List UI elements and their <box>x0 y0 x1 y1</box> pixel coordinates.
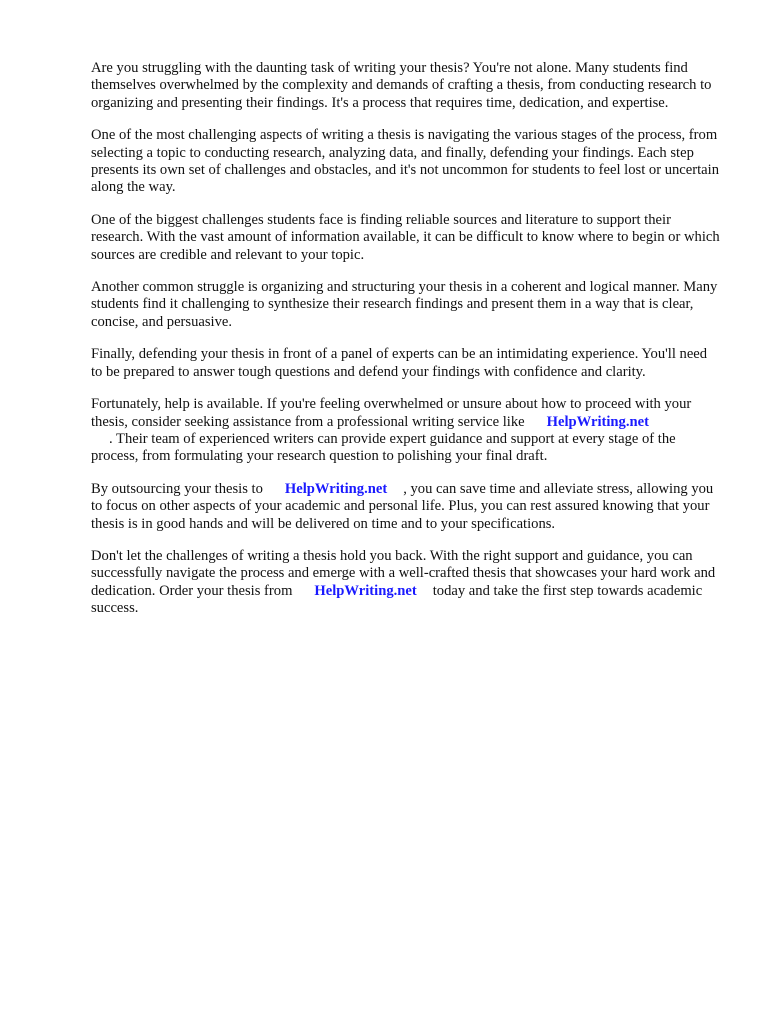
paragraph-closing-text-before: Don't let the challenges of writing a thesis hold you back. With the right support and guidance, you can successfully navigate the process and emerge with a well-crafted thesis that showcases your hard work and dedication. Order your thesis from <box>91 547 716 599</box>
helpwriting-link-2[interactable]: HelpWriting.net <box>284 480 388 497</box>
paragraph-outsourcing-text-after: , you can save time and alleviate stress, allowing you to focus on other aspects of your academic and personal life. Plus, you can rest assured knowing that your thesis is in good hands and will be delivered on time and to your specifications. <box>91 480 714 532</box>
helpwriting-link-3[interactable]: HelpWriting.net <box>314 582 417 599</box>
paragraph-closing <box>91 548 721 618</box>
paragraph-stages: One of the most challenging aspects of writing a thesis is navigating the various stages of the process, from selecting a topic to conducting research, analyzing data, and finally, defending your findings. Each step presents its own set of challenges and obstacles, and it's not uncommon for students to feel lost or uncertain along the way. <box>91 127 719 196</box>
paragraph-help-text-before: Fortunately, help is available. If you're feeling overwhelmed or unsure about how to proceed with your thesis, consider seeking assistance from a professional writing service like <box>91 396 692 430</box>
paragraph-sources: One of the biggest challenges students face is finding reliable sources and literature to support their research. With the vast amount of information available, it can be difficult to know where to begin or which sources are credible and relevant to your topic. <box>91 211 720 263</box>
document-body <box>91 60 721 633</box>
paragraph-outsourcing <box>91 481 721 533</box>
paragraph-intro: Are you struggling with the daunting task of writing your thesis? You're not alone. Many students find themselves overwhelmed by the complexity and demands of crafting a thesis, from conducting research to organizing and presenting their findings. It's a process that requires time, dedication, and expertise. <box>91 60 712 111</box>
paragraph-help-text-after: . Their team of experienced writers can provide expert guidance and support at every stage of the process, from formulating your research question to polishing your final draft. <box>91 430 676 465</box>
paragraph-outsourcing-text-before: By outsourcing your thesis to <box>91 480 263 497</box>
paragraph-organizing: Another common struggle is organizing and structuring your thesis in a coherent and logical manner. Many students find it challenging to synthesize their research findings and present them in a way that is clear, concise, and persuasive. <box>91 279 718 330</box>
paragraph-defending: Finally, defending your thesis in front of a panel of experts can be an intimidating experience. You'll need to be prepared to answer tough questions and defend your findings with confidence and clarity. <box>91 346 708 380</box>
paragraph-help <box>91 396 721 466</box>
helpwriting-link-1[interactable]: HelpWriting.net <box>546 413 649 430</box>
paragraph-closing-text-after: today and take the first step towards academic success. <box>91 582 703 617</box>
